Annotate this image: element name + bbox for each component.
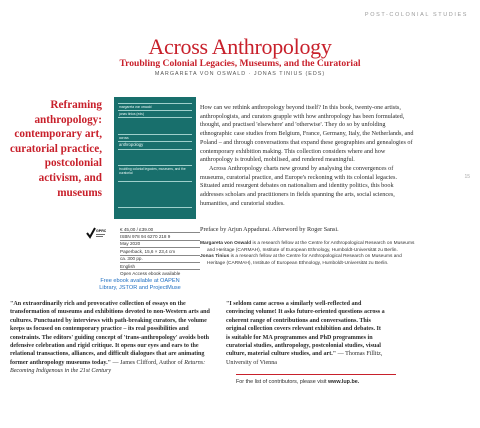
endorsement-clifford-book: Returns: Becoming Indigenous in the 21st Century bbox=[10, 359, 206, 375]
contributors-text: For the list of contributors, please visit bbox=[236, 379, 328, 385]
gprc-badge bbox=[86, 226, 106, 240]
book-subtitle: Troubling Colonial Legacies, Museums, and the Curatorial bbox=[119, 58, 361, 69]
meta-date: May 2020 bbox=[120, 241, 200, 248]
meta-pages: ca. 300 pp. bbox=[120, 256, 200, 263]
endorsement-clifford bbox=[10, 300, 220, 376]
gprc-check-icon bbox=[86, 226, 106, 240]
cover-editor-1: margareta von oswald bbox=[119, 105, 152, 109]
tagline: Reframing anthropology: contemporary art, curatorial practice, postcolonial activism, and museums bbox=[10, 99, 102, 199]
bio-tinius-name: Jonas Tinius bbox=[200, 254, 230, 260]
bio-tinius-text: is a research fellow at the Centre for Anthropological Research on Museums and Heritage (CARMAH), Institute of European Ethnology, Humboldt-Universität zu Berlin. bbox=[207, 254, 402, 266]
gprc-label: GPRC bbox=[96, 229, 106, 233]
ebook-line-1[interactable]: Free ebook available at OAPEN bbox=[100, 278, 180, 284]
endorsement-fillitz bbox=[226, 300, 386, 367]
meta-open-access: Open Access ebook available bbox=[120, 270, 181, 276]
bio-oswald-name: Margareta von Oswald bbox=[200, 241, 252, 246]
meta-price: € 45,00 / £39.00 bbox=[120, 226, 200, 233]
book-meta bbox=[120, 226, 200, 277]
contributors-note bbox=[236, 379, 436, 385]
meta-format: Paperback, 15,6 × 23,4 cm bbox=[120, 248, 200, 255]
meta-language: English bbox=[120, 263, 200, 270]
endorsement-clifford-attr: — James Clifford, Author of bbox=[111, 359, 185, 366]
book-title: Across Anthropology bbox=[148, 34, 332, 59]
description-paragraph-2: Across Anthropology charts new ground by analysing the convergences of museums, curatorial practice, and Europe's reckoning with its colonial legacies. Situated amid resurgent debates on nationalism and identity politics, this book addresses scholars and practitioners in fields spanning the arts, social sciences, humanities, and curatorial studies. bbox=[200, 164, 397, 207]
series-label: POST-COLONIAL STUDIES bbox=[364, 12, 468, 18]
cover-title-top: across bbox=[119, 136, 129, 140]
bio-oswald bbox=[200, 241, 418, 254]
book-editors: MARGARETA VON OSWALD · JONAS TINIUS (EDS) bbox=[154, 71, 326, 77]
cover-title-main: anthropology bbox=[119, 142, 144, 147]
contributors-link[interactable]: www.lup.be. bbox=[327, 379, 360, 385]
bio-oswald-text: is a research fellow at the Centre for Anthropological Research on Museums and Heritage (CARMAH), Institute of European Ethnology, Humboldt-Universität zu Berlin. bbox=[207, 241, 415, 253]
preface-note: Preface by Arjun Appadurai. Afterword by Roger Sansi. bbox=[200, 226, 339, 233]
book-cover bbox=[114, 97, 196, 219]
ebook-line-2[interactable]: Library, JSTOR and ProjectMuse bbox=[99, 285, 181, 292]
endorsement-fillitz-text: "I seldom came across a similarly well-reflected and convincing volume! It asks future-oriented questions across a coherent range of contributions and conversations. This original collection covers relevant exhibition and debates. It is suitable for MA programmes and PhD programmes in curatorial studies, anthropology, postcolonial studies, visual culture, material culture studies, and art." bbox=[226, 301, 385, 358]
page-number: 15 bbox=[464, 174, 470, 180]
description-paragraph-1: How can we rethink anthropology beyond itself? In this book, twenty-one artists, anthropologists, and curators grapple with how anthropology has been formulated, thought, and practised 'elsewhere' and 'otherwise'. They do so by unfolding ethnographic case studies from Belgium, France, Germany, Italy, the Netherlands, and Poland – and through conversations that expand these geographies and genealogies of contemporary exhibition making. This collection considers where and how anthropology is troubled, mobilised, and rendered meaningful. bbox=[200, 104, 414, 164]
endorsement-clifford-text: "An extraordinarily rich and provocative collection of essays on the transformation of museums and exhibitions devoted to non-Western arts and cultures. Punctuated by interviews with path-breaking curators, the volume keeps us focused on contemporary practice – its real possibilities and constraints. The editors' guiding concept of 'trans-anthropology' avoids both defensive celebration and rigid critique. It opens our eyes and ears to the relational transactions, alliances, and difficult dialogues that are animating former anthropology museums today." bbox=[10, 301, 210, 366]
description bbox=[200, 104, 418, 208]
bio-tinius bbox=[200, 254, 418, 267]
endorsement-fillitz-attr: — Thomas Fillitz, University of Vienna bbox=[226, 351, 383, 366]
ebook-link[interactable] bbox=[60, 278, 220, 293]
editor-bios bbox=[200, 241, 418, 267]
cover-subtitle: troubling colonial legacies, museums, and the curatorial bbox=[119, 167, 186, 175]
meta-isbn: ISBN 978 94 6270 218 9 bbox=[120, 233, 200, 240]
cover-editor-2: jonas tinius (eds) bbox=[119, 112, 144, 116]
divider bbox=[236, 374, 396, 375]
